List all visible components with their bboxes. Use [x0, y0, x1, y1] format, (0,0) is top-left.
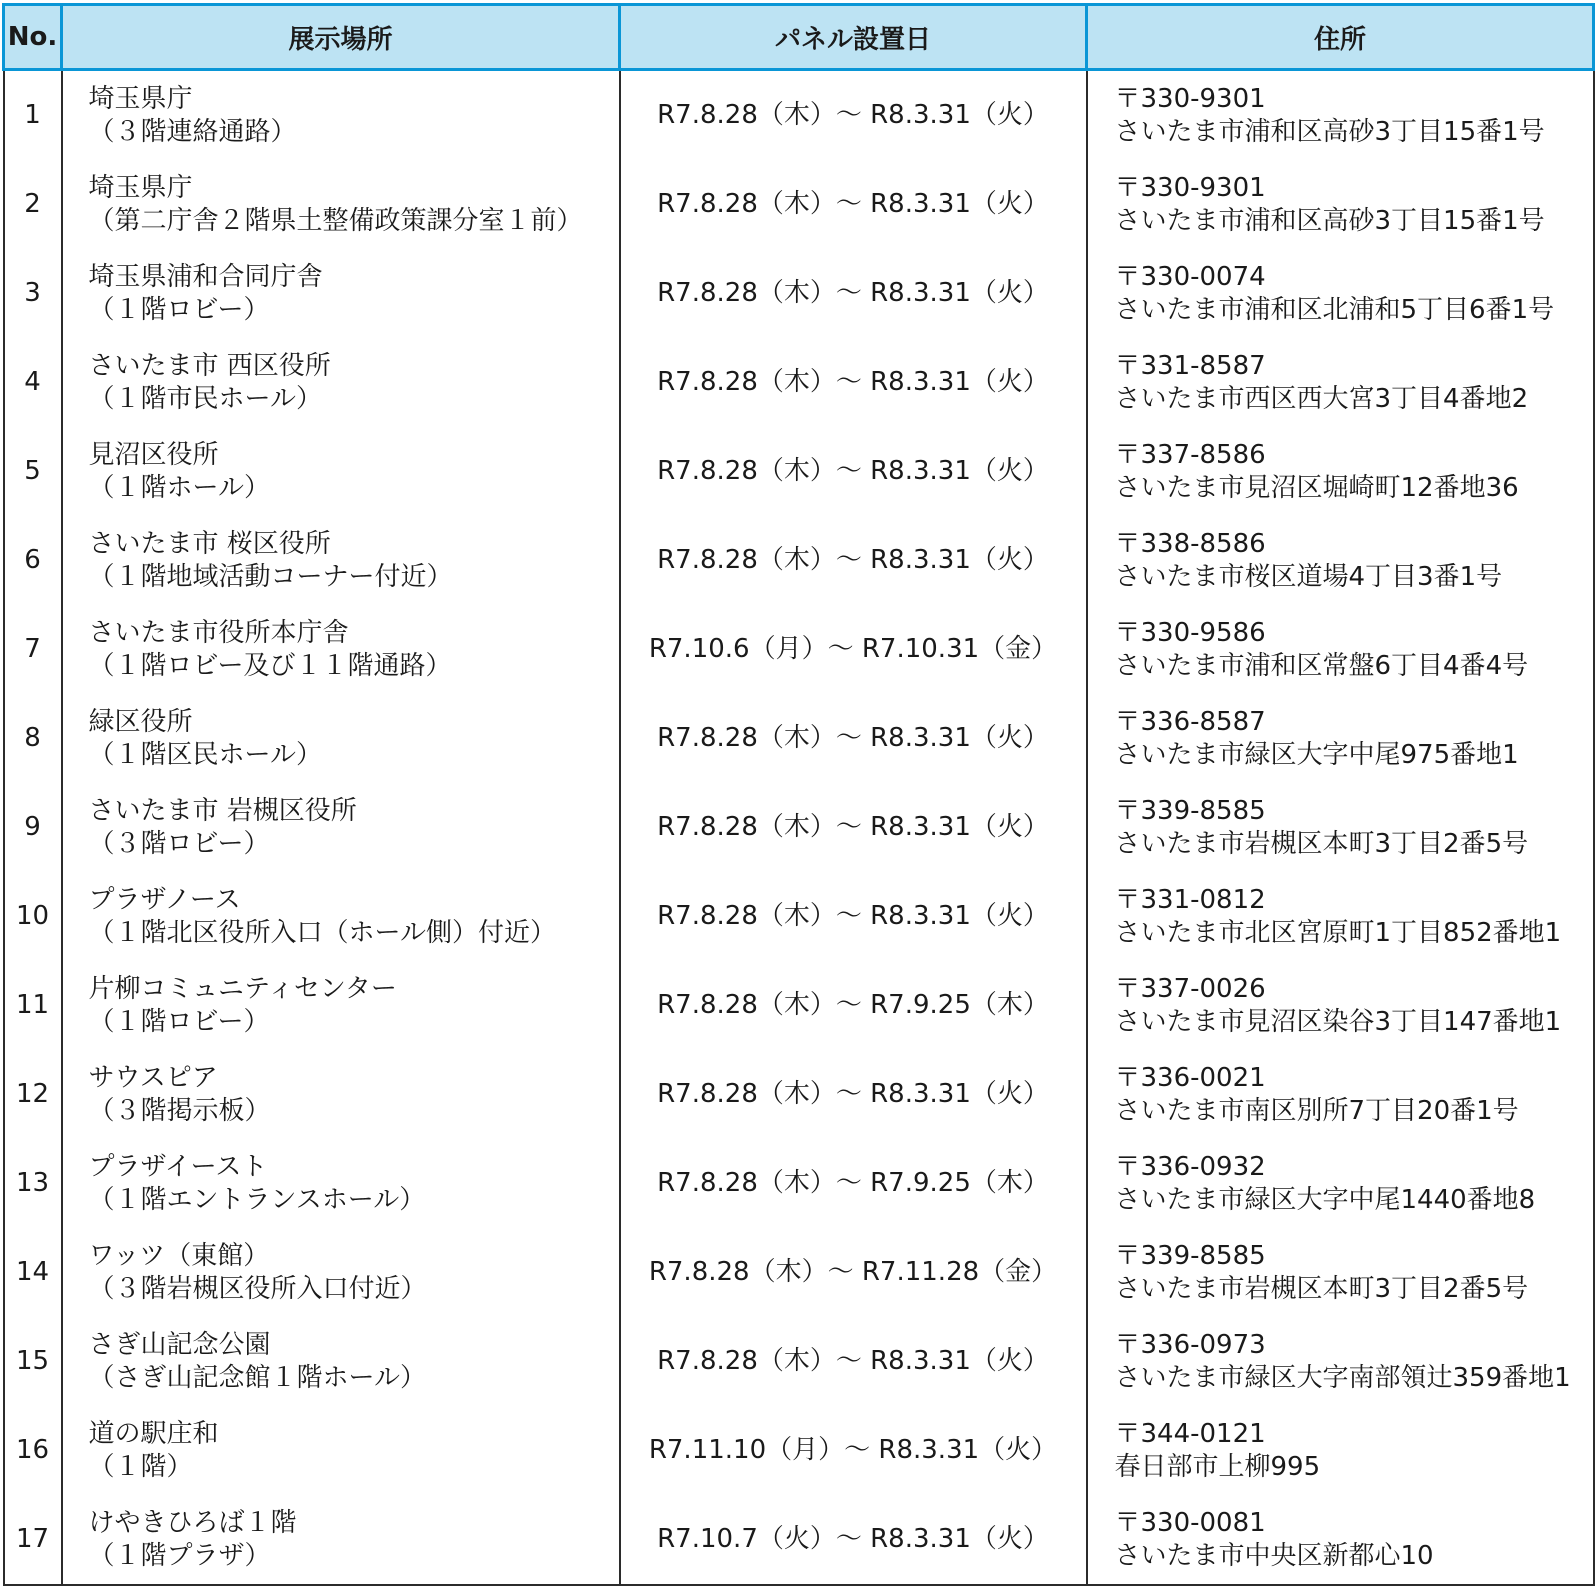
place-detail: （１階区民ホール） [88, 739, 322, 770]
address-cell [1087, 783, 1594, 872]
address-cell [1087, 1406, 1594, 1495]
place-detail: （１階ロビー及び１１階通路） [88, 650, 452, 681]
place-detail: （３階掲示板） [88, 1095, 271, 1126]
address-text: さいたま市中央区新都心10 [1114, 1540, 1434, 1571]
address-cell [1087, 338, 1594, 427]
row-number: 6 [4, 516, 62, 605]
table-row [4, 1317, 1594, 1406]
place-cell [62, 1317, 620, 1406]
table-row [4, 160, 1594, 249]
place-name: さいたま市 岩槻区役所 [88, 795, 357, 826]
address-text: さいたま市緑区大字中尾1440番地8 [1114, 1184, 1536, 1215]
postal-code: 〒331-8587 [1114, 350, 1266, 381]
place-cell [62, 1495, 620, 1585]
place-cell [62, 1139, 620, 1228]
row-number: 5 [4, 427, 62, 516]
panel-date: R7.10.6（月）～ R7.10.31（金） [620, 605, 1087, 694]
place-cell [62, 1228, 620, 1317]
header-address: 住所 [1087, 5, 1594, 70]
row-number: 13 [4, 1139, 62, 1228]
place-detail: （１階エントランスホール） [88, 1184, 426, 1215]
table-row [4, 338, 1594, 427]
row-number: 9 [4, 783, 62, 872]
place-name: さぎ山記念公園 [88, 1329, 271, 1360]
place-name: けやきひろば１階 [88, 1507, 297, 1538]
postal-code: 〒336-0932 [1114, 1151, 1266, 1182]
address-cell [1087, 694, 1594, 783]
table-row [4, 516, 1594, 605]
postal-code: 〒330-9586 [1114, 617, 1266, 648]
postal-code: 〒337-0026 [1114, 973, 1266, 1004]
address-text: さいたま市緑区大字南部領辻359番地1 [1114, 1362, 1571, 1393]
place-cell [62, 516, 620, 605]
table-body [4, 70, 1594, 1586]
postal-code: 〒336-0021 [1114, 1062, 1266, 1093]
postal-code: 〒336-8587 [1114, 706, 1266, 737]
place-cell [62, 694, 620, 783]
place-detail: （第二庁舎２階県土整備政策課分室１前） [88, 205, 583, 236]
address-text: さいたま市緑区大字中尾975番地1 [1114, 739, 1519, 770]
row-number: 7 [4, 605, 62, 694]
place-detail: （１階ロビー） [88, 1006, 270, 1037]
place-cell [62, 872, 620, 961]
place-name: ワッツ（東館） [88, 1240, 270, 1271]
place-cell [62, 427, 620, 516]
postal-code: 〒339-8585 [1114, 1240, 1266, 1271]
address-text: さいたま市岩槻区本町3丁目2番5号 [1114, 828, 1529, 859]
row-number: 3 [4, 249, 62, 338]
address-cell [1087, 961, 1594, 1050]
address-cell [1087, 1139, 1594, 1228]
address-cell [1087, 872, 1594, 961]
place-name: さいたま市役所本庁舎 [88, 617, 349, 648]
place-cell [62, 70, 620, 161]
table-header-row [4, 5, 1594, 70]
place-name: 道の駅庄和 [88, 1418, 219, 1449]
place-detail: （３階岩槻区役所入口付近） [88, 1273, 427, 1304]
postal-code: 〒330-9301 [1114, 83, 1266, 114]
panel-date: R7.8.28（木）～ R8.3.31（火） [620, 1317, 1087, 1406]
panel-date: R7.8.28（木）～ R8.3.31（火） [620, 160, 1087, 249]
row-number: 8 [4, 694, 62, 783]
row-number: 10 [4, 872, 62, 961]
row-number: 1 [4, 70, 62, 161]
address-cell [1087, 160, 1594, 249]
panel-date: R7.8.28（木）～ R8.3.31（火） [620, 70, 1087, 161]
place-name: 片柳コミュニティセンター [88, 973, 397, 1004]
panel-date: R7.8.28（木）～ R8.3.31（火） [620, 338, 1087, 427]
row-number: 17 [4, 1495, 62, 1585]
table-row [4, 783, 1594, 872]
table-row [4, 249, 1594, 338]
place-detail: （１階） [88, 1451, 193, 1482]
place-name: さいたま市 桜区役所 [88, 528, 331, 559]
postal-code: 〒336-0973 [1114, 1329, 1266, 1360]
address-text: さいたま市浦和区高砂3丁目15番1号 [1114, 205, 1545, 236]
address-cell [1087, 427, 1594, 516]
panel-date: R7.8.28（木）～ R7.9.25（木） [620, 961, 1087, 1050]
row-number: 2 [4, 160, 62, 249]
address-text: さいたま市岩槻区本町3丁目2番5号 [1114, 1273, 1529, 1304]
address-text: さいたま市見沼区堀崎町12番地36 [1114, 472, 1519, 503]
panel-date: R7.8.28（木）～ R8.3.31（火） [620, 516, 1087, 605]
row-number: 4 [4, 338, 62, 427]
place-detail: （３階連絡通路） [88, 116, 297, 147]
address-cell [1087, 1050, 1594, 1139]
header-place: 展示場所 [62, 5, 620, 70]
place-name: さいたま市 西区役所 [88, 350, 331, 381]
table-row [4, 427, 1594, 516]
address-cell [1087, 516, 1594, 605]
panel-date: R7.10.7（火）～ R8.3.31（火） [620, 1495, 1087, 1585]
table-row [4, 1050, 1594, 1139]
address-text: さいたま市見沼区染谷3丁目147番地1 [1114, 1006, 1562, 1037]
address-cell [1087, 1317, 1594, 1406]
address-cell [1087, 1495, 1594, 1585]
address-text: さいたま市桜区道場4丁目3番1号 [1114, 561, 1503, 592]
header-date: パネル設置日 [620, 5, 1087, 70]
address-cell [1087, 249, 1594, 338]
row-number: 12 [4, 1050, 62, 1139]
exhibition-locations-table [2, 3, 1595, 1586]
address-text: 春日部市上柳995 [1114, 1451, 1321, 1482]
row-number: 11 [4, 961, 62, 1050]
postal-code: 〒330-0074 [1114, 261, 1266, 292]
table-row [4, 70, 1594, 161]
address-text: さいたま市南区別所7丁目20番1号 [1114, 1095, 1519, 1126]
place-cell [62, 249, 620, 338]
panel-date: R7.8.28（木）～ R8.3.31（火） [620, 249, 1087, 338]
row-number: 14 [4, 1228, 62, 1317]
address-text: さいたま市北区宮原町1丁目852番地1 [1114, 917, 1562, 948]
postal-code: 〒339-8585 [1114, 795, 1266, 826]
table-row [4, 1495, 1594, 1585]
address-cell [1087, 70, 1594, 161]
row-number: 15 [4, 1317, 62, 1406]
table-row [4, 1139, 1594, 1228]
panel-date: R7.8.28（木）～ R8.3.31（火） [620, 427, 1087, 516]
panel-date: R7.8.28（木）～ R8.3.31（火） [620, 872, 1087, 961]
place-name: サウスピア [88, 1062, 218, 1093]
place-detail: （１階北区役所入口（ホール側）付近） [88, 917, 556, 948]
panel-date: R7.8.28（木）～ R7.9.25（木） [620, 1139, 1087, 1228]
table-row [4, 1228, 1594, 1317]
row-number: 16 [4, 1406, 62, 1495]
postal-code: 〒331-0812 [1114, 884, 1266, 915]
place-detail: （１階市民ホール） [88, 383, 322, 414]
place-cell [62, 338, 620, 427]
panel-date: R7.8.28（木）～ R8.3.31（火） [620, 783, 1087, 872]
place-name: 埼玉県庁 [88, 83, 193, 114]
address-text: さいたま市西区西大宮3丁目4番地2 [1114, 383, 1529, 414]
place-detail: （１階プラザ） [88, 1540, 271, 1571]
postal-code: 〒330-9301 [1114, 172, 1266, 203]
address-text: さいたま市浦和区常盤6丁目4番4号 [1114, 650, 1529, 681]
place-name: 見沼区役所 [88, 439, 219, 470]
place-name: プラザイースト [88, 1151, 268, 1182]
address-text: さいたま市浦和区高砂3丁目15番1号 [1114, 116, 1545, 147]
place-detail: （１階地域活動コーナー付近） [88, 561, 453, 592]
panel-date: R7.11.10（月）～ R8.3.31（火） [620, 1406, 1087, 1495]
panel-date: R7.8.28（木）～ R7.11.28（金） [620, 1228, 1087, 1317]
place-name: 埼玉県浦和合同庁舎 [88, 261, 323, 292]
address-text: さいたま市浦和区北浦和5丁目6番1号 [1114, 294, 1555, 325]
place-name: プラザノース [88, 884, 241, 915]
place-detail: （１階ロビー） [88, 294, 270, 325]
place-detail: （さぎ山記念館１階ホール） [88, 1362, 426, 1393]
place-cell [62, 160, 620, 249]
address-cell [1087, 605, 1594, 694]
table-row [4, 872, 1594, 961]
place-name: 緑区役所 [88, 706, 193, 737]
postal-code: 〒344-0121 [1114, 1418, 1266, 1449]
place-detail: （１階ホール） [88, 472, 270, 503]
place-cell [62, 961, 620, 1050]
place-cell [62, 1050, 620, 1139]
address-cell [1087, 1228, 1594, 1317]
table-row [4, 961, 1594, 1050]
place-detail: （３階ロビー） [88, 828, 270, 859]
header-no: No. [4, 5, 62, 70]
table-row [4, 694, 1594, 783]
postal-code: 〒330-0081 [1114, 1507, 1266, 1538]
panel-date: R7.8.28（木）～ R8.3.31（火） [620, 694, 1087, 783]
place-name: 埼玉県庁 [88, 172, 193, 203]
place-cell [62, 605, 620, 694]
place-cell [62, 1406, 620, 1495]
postal-code: 〒337-8586 [1114, 439, 1266, 470]
postal-code: 〒338-8586 [1114, 528, 1266, 559]
place-cell [62, 783, 620, 872]
panel-date: R7.8.28（木）～ R8.3.31（火） [620, 1050, 1087, 1139]
table-row [4, 605, 1594, 694]
table-row [4, 1406, 1594, 1495]
